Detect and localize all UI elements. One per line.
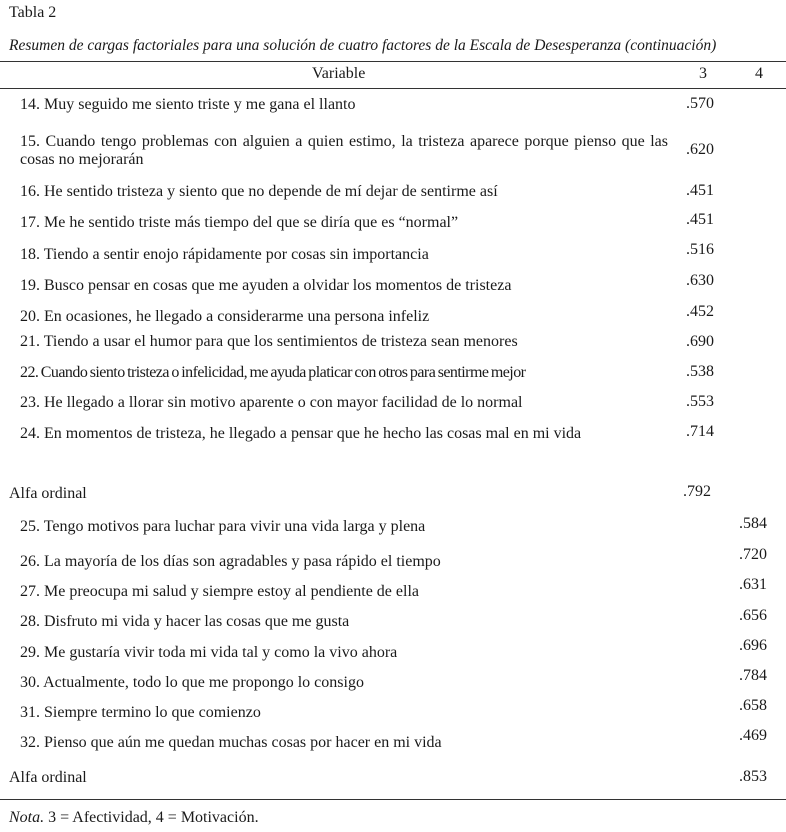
header-col4: 4 — [755, 65, 763, 82]
loading-4: .696 — [739, 637, 767, 654]
item-text: 27. Me preocupa mi salud y siempre estoy al pendiente de ella — [20, 583, 419, 600]
bottom-rule — [0, 799, 786, 800]
item-text: 15. Cuando tengo problemas con alguien a quien estimo, la tristeza aparece porque pienso que las cosas no mejorarán — [20, 133, 668, 168]
loading-3: .516 — [686, 241, 714, 258]
header-variable: Variable — [312, 65, 366, 82]
table-label: Tabla 2 — [9, 4, 57, 21]
loading-3: .451 — [686, 211, 714, 228]
loading-3: .620 — [686, 141, 714, 158]
item-text: 30. Actualmente, todo lo que me propongo lo consigo — [20, 674, 364, 691]
item-text: 28. Disfruto mi vida y hacer las cosas que me gusta — [20, 613, 350, 630]
alpha-label: Alfa ordinal — [9, 485, 87, 502]
item-text: 17. Me he sentido triste más tiempo del que se diría que es “normal” — [20, 214, 459, 231]
loading-3: .553 — [686, 393, 714, 410]
item-text: 29. Me gustaría vivir toda mi vida tal y como la vivo ahora — [20, 644, 398, 661]
top-rule — [0, 61, 786, 62]
header-col3: 3 — [699, 65, 707, 82]
item-text: 20. En ocasiones, he llegado a considerarme una persona infeliz — [20, 308, 430, 325]
item-text: 24. En momentos de tristeza, he llegado a pensar que he hecho las cosas mal en mi vida — [20, 425, 582, 442]
note-text: 3 = Afectividad, 4 = Motivación. — [44, 809, 259, 826]
item-text: 14. Muy seguido me siento triste y me gana el llanto — [20, 96, 356, 113]
item-text: 32. Pienso que aún me quedan muchas cosas por hacer en mi vida — [20, 734, 442, 751]
loading-3: .538 — [686, 363, 714, 380]
alpha-value-3: .792 — [683, 483, 711, 500]
table-note — [9, 809, 259, 827]
note-label: Nota. — [9, 809, 45, 826]
loading-4: .584 — [739, 515, 767, 532]
loading-4: .784 — [739, 667, 767, 684]
loading-4: .720 — [739, 546, 767, 563]
alpha-value-4: .853 — [739, 768, 767, 785]
loading-3: .451 — [686, 182, 714, 199]
item-text: 22. Cuando siento tristeza o infelicidad, me ayuda platicar con otros para sentirme mejor — [20, 364, 526, 381]
loading-3: .690 — [686, 333, 714, 350]
loading-4: .631 — [739, 576, 767, 593]
table-caption: Resumen de cargas factoriales para una solución de cuatro factores de la Escala de Desesperanza (continuación) — [9, 37, 717, 54]
loading-3: .630 — [686, 272, 714, 289]
item-text: 16. He sentido tristeza y siento que no depende de mí dejar de sentirme así — [20, 183, 498, 200]
item-text: 31. Siempre termino lo que comienzo — [20, 704, 261, 721]
item-text: 19. Busco pensar en cosas que me ayuden a olvidar los momentos de tristeza — [20, 277, 512, 294]
item-text: 23. He llegado a llorar sin motivo aparente o con mayor facilidad de lo normal — [20, 394, 523, 411]
loading-4: .658 — [739, 697, 767, 714]
item-text: 25. Tengo motivos para luchar para vivir una vida larga y plena — [20, 518, 426, 535]
loading-3: .452 — [686, 303, 714, 320]
loading-3: .570 — [686, 95, 714, 112]
alpha-label: Alfa ordinal — [9, 769, 87, 786]
item-text: 18. Tiendo a sentir enojo rápidamente por cosas sin importancia — [20, 246, 429, 263]
header-rule — [0, 88, 786, 89]
loading-4: .469 — [739, 727, 767, 744]
item-text: 26. La mayoría de los días son agradables y pasa rápido el tiempo — [20, 553, 441, 570]
loading-3: .714 — [686, 423, 714, 440]
item-text: 21. Tiendo a usar el humor para que los sentimientos de tristeza sean menores — [20, 333, 518, 350]
loading-4: .656 — [739, 607, 767, 624]
